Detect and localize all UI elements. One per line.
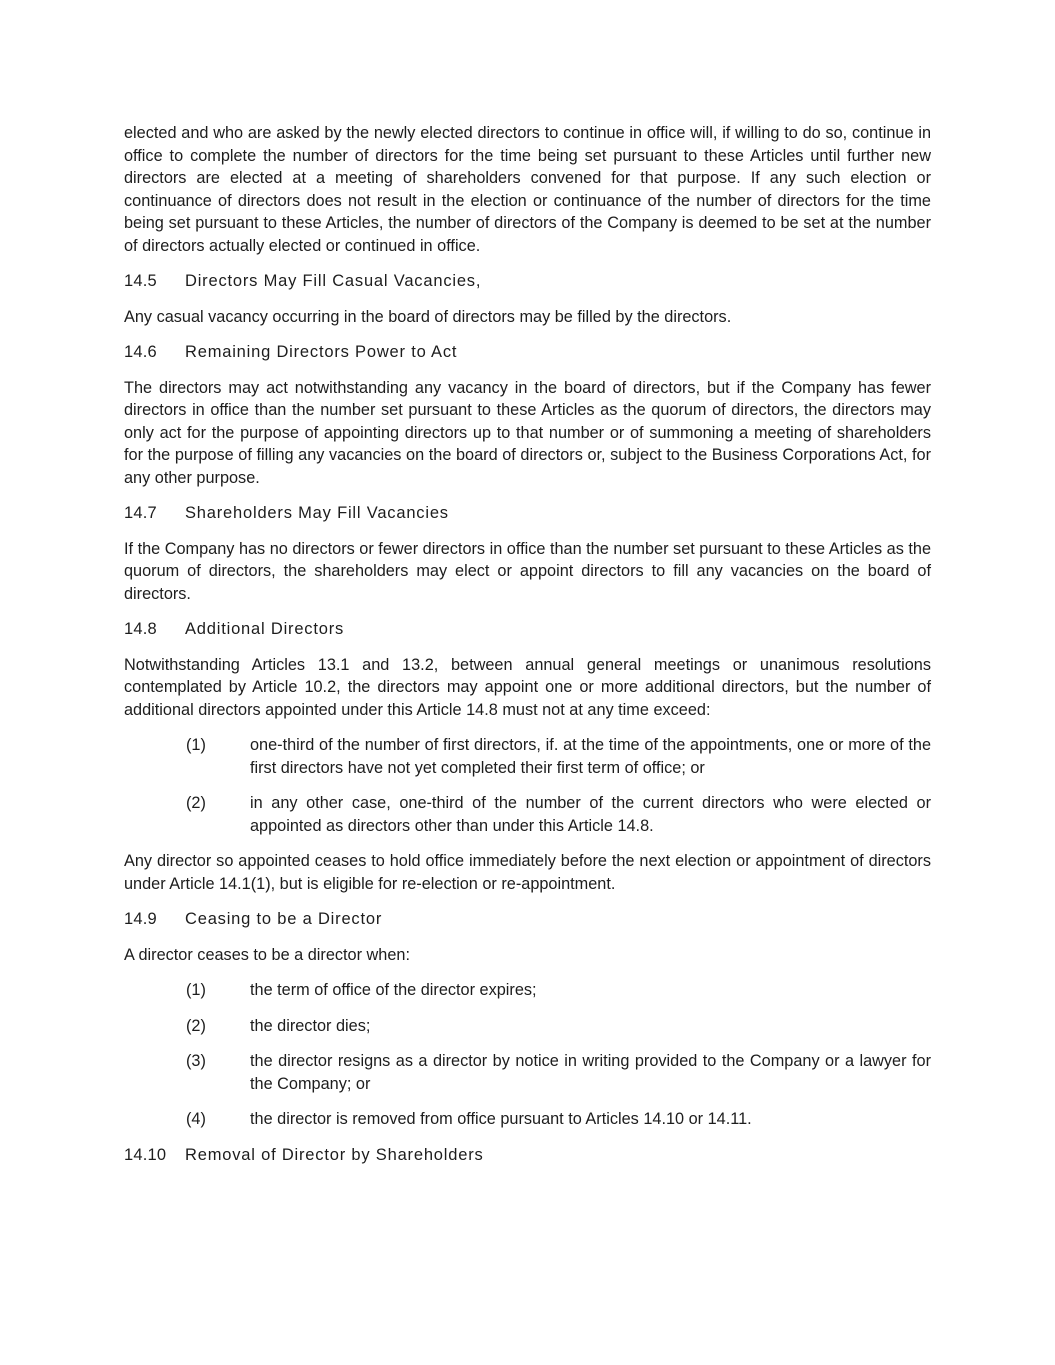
section-number: 14.10 [124,1145,167,1164]
section-heading [124,341,931,364]
list-item-number: (2) [186,794,206,812]
list-item [124,792,931,837]
section-number: 14.8 [124,620,157,638]
list-item-number: (1) [186,736,206,754]
section-heading [124,908,931,931]
list-item [124,1108,931,1131]
section-number: 14.7 [124,504,157,522]
section-number: 14.6 [124,343,157,361]
list-item-number: (2) [186,1016,206,1035]
list-item-number: (1) [186,981,206,999]
section-title: Shareholders May Fill Vacancies [185,504,449,522]
section-heading [124,502,931,525]
section-heading [124,1144,931,1167]
list-item-number: (4) [186,1110,206,1128]
section-heading [124,618,931,641]
paragraph: elected and who are asked by the newly elected directors to continue in office will, if willing to do so, continue in office to complete the number of directors for the time being set pursuant to these Articles until further new directors are elected at a meeting of shareholders convened for that purpose. If any such election or continuance of directors does not result in the election or continuance of the number of directors for the time being set pursuant to these Articles, the number of directors of the Company is deemed to be set at the number of directors actually elected or continued in office. [124,124,931,255]
paragraph: Any director so appointed ceases to hold office immediately before the next election or appointment of directors under Article 14.1(1), but is eligible for re-election or re-appointment. [124,852,931,893]
paragraph: If the Company has no directors or fewer directors in office than the number set pursuant to these Articles as the quorum of directors, the shareholders may elect or appoint directors to fill any vacancies on the board of directors. [124,539,931,603]
list-item [124,1015,931,1038]
paragraph: A director ceases to be a director when: [124,945,410,964]
document-content [124,122,931,1166]
section-title: Directors May Fill Casual Vacancies, [185,272,482,290]
section-title: Ceasing to be a Director [185,910,383,928]
list-item-text: the director dies; [250,1016,371,1035]
list-item-text: one-third of the number of first directors, if. at the time of the appointments, one or more of the first directors have not yet completed their first term of office; or [250,736,931,777]
list-item [124,1050,931,1095]
list-item [124,979,931,1002]
section-heading [124,270,931,293]
list-item-text: in any other case, one-third of the number of the current directors who were elected or appointed as directors other than under this Article 14.8. [250,794,931,835]
list-item-text: the director is removed from office pursuant to Articles 14.10 or 14.11. [250,1110,752,1128]
section-number: 14.9 [124,910,157,928]
section-title: Removal of Director by Shareholders [185,1145,484,1164]
paragraph: The directors may act notwithstanding any vacancy in the board of directors, but if the Company has fewer directors in office than the number set pursuant to these Articles as the quorum of directors, the directors may only act for the purpose of appointing directors up to that number or of summoning a meeting of shareholders for the purpose of filling any vacancies on the board of directors or, subject to the Business Corporations Act, for any other purpose. [124,378,931,487]
paragraph: Notwithstanding Articles 13.1 and 13.2, between annual general meetings or unanimous resolutions contemplated by Article 10.2, the directors may appoint one or more additional directors, but the number of additional directors appointed under this Article 14.8 must not at any time exceed: [124,655,931,719]
section-number: 14.5 [124,272,157,290]
section-title: Remaining Directors Power to Act [185,343,458,361]
paragraph: Any casual vacancy occurring in the board of directors may be filled by the directors. [124,307,732,326]
section-title: Additional Directors [185,620,345,638]
list-item [124,734,931,779]
list-item-text: the director resigns as a director by notice in writing provided to the Company or a lawyer for the Company; or [250,1052,931,1093]
list-item-number: (3) [186,1052,206,1070]
list-item-text: the term of office of the director expires; [250,981,537,999]
